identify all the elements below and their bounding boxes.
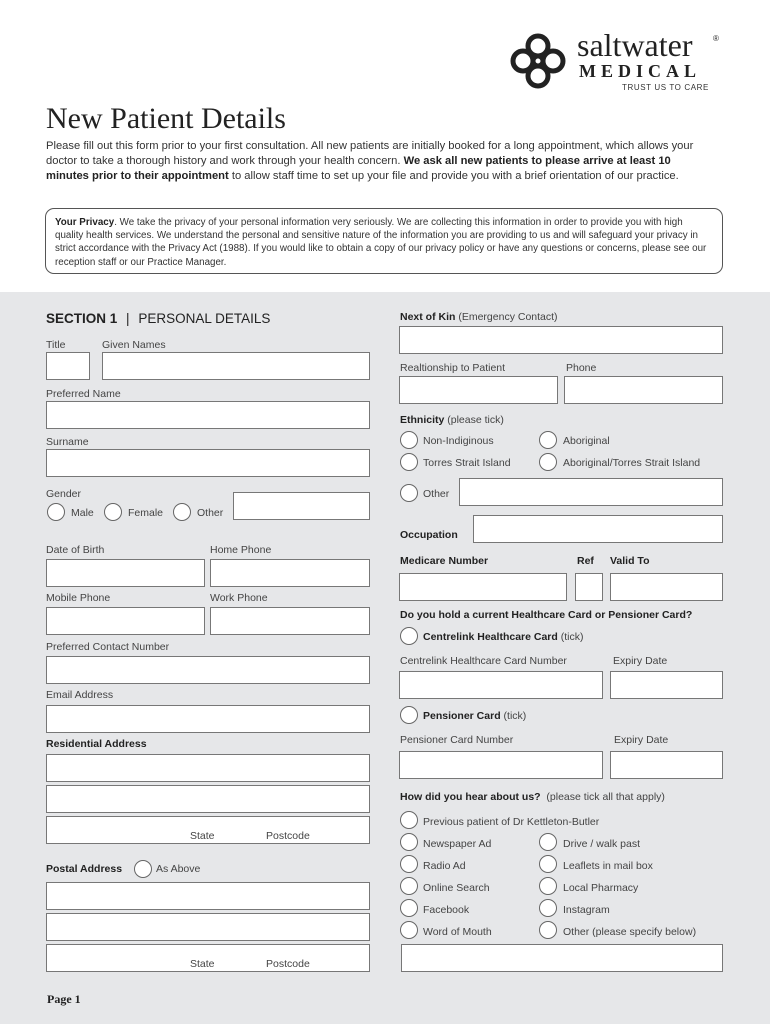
mobile-phone-field[interactable] bbox=[46, 607, 205, 635]
hear-pharmacy-label: Local Pharmacy bbox=[563, 882, 639, 894]
hear-drive-radio[interactable] bbox=[539, 833, 557, 851]
logo-registered: ® bbox=[713, 34, 719, 43]
ethnicity-aboriginal-label: Aboriginal bbox=[563, 435, 610, 447]
next-of-kin-field[interactable] bbox=[399, 326, 723, 354]
centrelink-number-field[interactable] bbox=[399, 671, 603, 699]
hear-other-radio[interactable] bbox=[539, 921, 557, 939]
gender-other-label: Other bbox=[197, 507, 224, 519]
dob-field[interactable] bbox=[46, 559, 205, 587]
hear-drive-label: Drive / walk past bbox=[563, 838, 641, 850]
next-of-kin-note: (Emergency Contact) bbox=[455, 311, 558, 323]
pensioner-number-field[interactable] bbox=[399, 751, 603, 779]
hear-instagram-label: Instagram bbox=[563, 904, 610, 916]
next-of-kin-label bbox=[400, 311, 558, 324]
given-names-field[interactable] bbox=[102, 352, 370, 380]
hear-prev-patient-label: Previous patient of Dr Kettleton-Butler bbox=[423, 816, 600, 828]
ethnicity-torres-radio[interactable] bbox=[400, 453, 418, 471]
centrelink-expiry-label: Expiry Date bbox=[613, 655, 668, 667]
page-title: New Patient Details bbox=[46, 102, 286, 135]
residential-address-label: Residential Address bbox=[46, 738, 147, 750]
medicare-ref-label: Ref bbox=[577, 555, 594, 567]
ethnicity-non-indigenous-radio[interactable] bbox=[400, 431, 418, 449]
logo-name: saltwater bbox=[577, 27, 693, 63]
postal-postcode-label: Postcode bbox=[266, 958, 310, 970]
postal-address-line2[interactable] bbox=[46, 913, 370, 941]
hear-facebook-radio[interactable] bbox=[400, 899, 418, 917]
medicare-label: Medicare Number bbox=[400, 555, 489, 567]
occupation-field[interactable] bbox=[473, 515, 723, 543]
residential-address-line1[interactable] bbox=[46, 754, 370, 782]
nok-phone-field[interactable] bbox=[564, 376, 723, 404]
ethnicity-non-indigenous-label: Non-Indiginous bbox=[423, 435, 494, 447]
ethnicity-other-radio[interactable] bbox=[400, 484, 418, 502]
centrelink-radio[interactable] bbox=[400, 627, 418, 645]
hear-about-label bbox=[400, 791, 665, 804]
centrelink-bold: Centrelink Healthcare Card bbox=[423, 631, 558, 643]
hear-prev-patient-radio[interactable] bbox=[400, 811, 418, 829]
preferred-name-label: Preferred Name bbox=[46, 388, 121, 400]
privacy-box bbox=[45, 208, 723, 274]
gender-other-field[interactable] bbox=[233, 492, 370, 520]
hear-other-field[interactable] bbox=[401, 944, 723, 972]
work-phone-field[interactable] bbox=[210, 607, 370, 635]
preferred-contact-field[interactable] bbox=[46, 656, 370, 684]
section-number: SECTION 1 bbox=[46, 311, 118, 326]
hear-online-radio[interactable] bbox=[400, 877, 418, 895]
medicare-valid-label: Valid To bbox=[610, 555, 650, 567]
ethnicity-abtorres-label: Aboriginal/Torres Strait Island bbox=[563, 457, 701, 469]
home-phone-field[interactable] bbox=[210, 559, 370, 587]
ethnicity-other-field[interactable] bbox=[459, 478, 723, 506]
gender-female-label: Female bbox=[128, 507, 164, 519]
gender-label: Gender bbox=[46, 488, 82, 500]
hear-leaflets-radio[interactable] bbox=[539, 855, 557, 873]
saltwater-knot-icon bbox=[505, 28, 571, 94]
hear-newspaper-label: Newspaper Ad bbox=[423, 838, 492, 850]
ethnicity-note: (please tick) bbox=[444, 414, 504, 426]
hear-wom-label: Word of Mouth bbox=[423, 926, 492, 938]
gender-male-radio[interactable] bbox=[47, 503, 65, 521]
hear-leaflets-label: Leaflets in mail box bbox=[563, 860, 653, 872]
postal-address-line1[interactable] bbox=[46, 882, 370, 910]
dob-label: Date of Birth bbox=[46, 544, 105, 556]
hear-newspaper-radio[interactable] bbox=[400, 833, 418, 851]
pensioner-expiry-label: Expiry Date bbox=[614, 734, 669, 746]
hear-other-label: Other (please specify below) bbox=[563, 926, 697, 938]
preferred-name-field[interactable] bbox=[46, 401, 370, 429]
hear-about-bold: How did you hear about us? bbox=[400, 791, 541, 803]
nok-phone-label: Phone bbox=[566, 362, 597, 374]
section-separator: | bbox=[126, 311, 130, 326]
centrelink-label bbox=[423, 631, 583, 644]
section-header bbox=[46, 311, 270, 326]
hear-radio-ad-label: Radio Ad bbox=[423, 860, 466, 872]
logo-tagline: TRUST US TO CARE bbox=[622, 83, 709, 92]
centrelink-note: (tick) bbox=[557, 631, 584, 643]
postal-address-label: Postal Address bbox=[46, 863, 123, 875]
ethnicity-abtorres-radio[interactable] bbox=[539, 453, 557, 471]
title-field[interactable] bbox=[46, 352, 90, 380]
logo bbox=[505, 28, 720, 94]
hear-wom-radio[interactable] bbox=[400, 921, 418, 939]
ethnicity-other-label: Other bbox=[423, 488, 450, 500]
pensioner-number-label: Pensioner Card Number bbox=[400, 734, 514, 746]
pensioner-label bbox=[423, 710, 526, 723]
intro-bold: We ask all new patients to please arrive at least 10 minutes prior to their appointment bbox=[46, 155, 671, 182]
card-question: Do you hold a current Healthcare Card or Pensioner Card? bbox=[400, 609, 693, 621]
residential-state-label: State bbox=[190, 830, 215, 842]
relationship-label: Realtionship to Patient bbox=[400, 362, 506, 374]
hear-pharmacy-radio[interactable] bbox=[539, 877, 557, 895]
postal-as-above-label: As Above bbox=[156, 863, 201, 875]
hear-radio-ad-radio[interactable] bbox=[400, 855, 418, 873]
ethnicity-torres-label: Torres Strait Island bbox=[423, 457, 511, 469]
home-phone-label: Home Phone bbox=[210, 544, 272, 556]
email-field[interactable] bbox=[46, 705, 370, 733]
postal-as-above-radio[interactable] bbox=[134, 860, 152, 878]
intro-paragraph bbox=[46, 139, 716, 184]
gender-female-radio[interactable] bbox=[104, 503, 122, 521]
medicare-valid-field[interactable] bbox=[610, 573, 723, 601]
hear-instagram-radio[interactable] bbox=[539, 899, 557, 917]
residential-postcode-label: Postcode bbox=[266, 830, 310, 842]
given-names-label: Given Names bbox=[102, 339, 166, 351]
ethnicity-aboriginal-radio[interactable] bbox=[539, 431, 557, 449]
work-phone-label: Work Phone bbox=[210, 592, 268, 604]
centrelink-expiry-field[interactable] bbox=[610, 671, 723, 699]
occupation-label: Occupation bbox=[400, 529, 458, 541]
ethnicity-bold: Ethnicity bbox=[400, 414, 445, 426]
surname-field[interactable] bbox=[46, 449, 370, 477]
privacy-text: . We take the privacy of your personal information very seriously. We are collecting this information in order to provide you with high quality health services. We understand the personal and sensitive nature of the information you are providing to us and will safeguard your privacy in strict accordance with the Privacy Act (1988). If you would like to obtain a copy of our privacy policy or have any questions or concerns, please see our reception staff or our Practice Manager. bbox=[55, 217, 707, 268]
page-number: Page 1 bbox=[47, 992, 81, 1006]
pensioner-radio[interactable] bbox=[400, 706, 418, 724]
preferred-contact-label: Preferred Contact Number bbox=[46, 641, 170, 653]
pensioner-bold: Pensioner Card bbox=[423, 710, 501, 722]
residential-address-line2[interactable] bbox=[46, 785, 370, 813]
hear-facebook-label: Facebook bbox=[423, 904, 470, 916]
ethnicity-label bbox=[400, 414, 504, 427]
pensioner-note: (tick) bbox=[500, 710, 527, 722]
logo-sub: MEDICAL bbox=[579, 61, 702, 81]
intro-text-2: to allow staff time to set up your file and provide you with a brief orientation of our practice. bbox=[231, 170, 679, 182]
intro-text-1: Please fill out this form prior to your first consultation. All new patients are initially booked for a long appointment, which allows your doctor to take a thorough history and work through your health concern. bbox=[46, 140, 694, 167]
hear-online-label: Online Search bbox=[423, 882, 490, 894]
title-label: Title bbox=[46, 339, 66, 351]
medicare-ref-field[interactable] bbox=[575, 573, 603, 601]
privacy-heading: Your Privacy bbox=[55, 217, 115, 228]
centrelink-number-label: Centrelink Healthcare Card Number bbox=[400, 655, 567, 667]
mobile-phone-label: Mobile Phone bbox=[46, 592, 111, 604]
gender-male-label: Male bbox=[71, 507, 94, 519]
next-of-kin-bold: Next of Kin bbox=[400, 311, 456, 323]
surname-label: Surname bbox=[46, 436, 89, 448]
section-title: PERSONAL DETAILS bbox=[138, 311, 271, 326]
email-label: Email Address bbox=[46, 689, 114, 701]
postal-state-label: State bbox=[190, 958, 215, 970]
hear-about-note: (please tick all that apply) bbox=[540, 791, 665, 803]
gender-other-radio[interactable] bbox=[173, 503, 191, 521]
relationship-field[interactable] bbox=[399, 376, 558, 404]
pensioner-expiry-field[interactable] bbox=[610, 751, 723, 779]
medicare-number-field[interactable] bbox=[399, 573, 567, 601]
